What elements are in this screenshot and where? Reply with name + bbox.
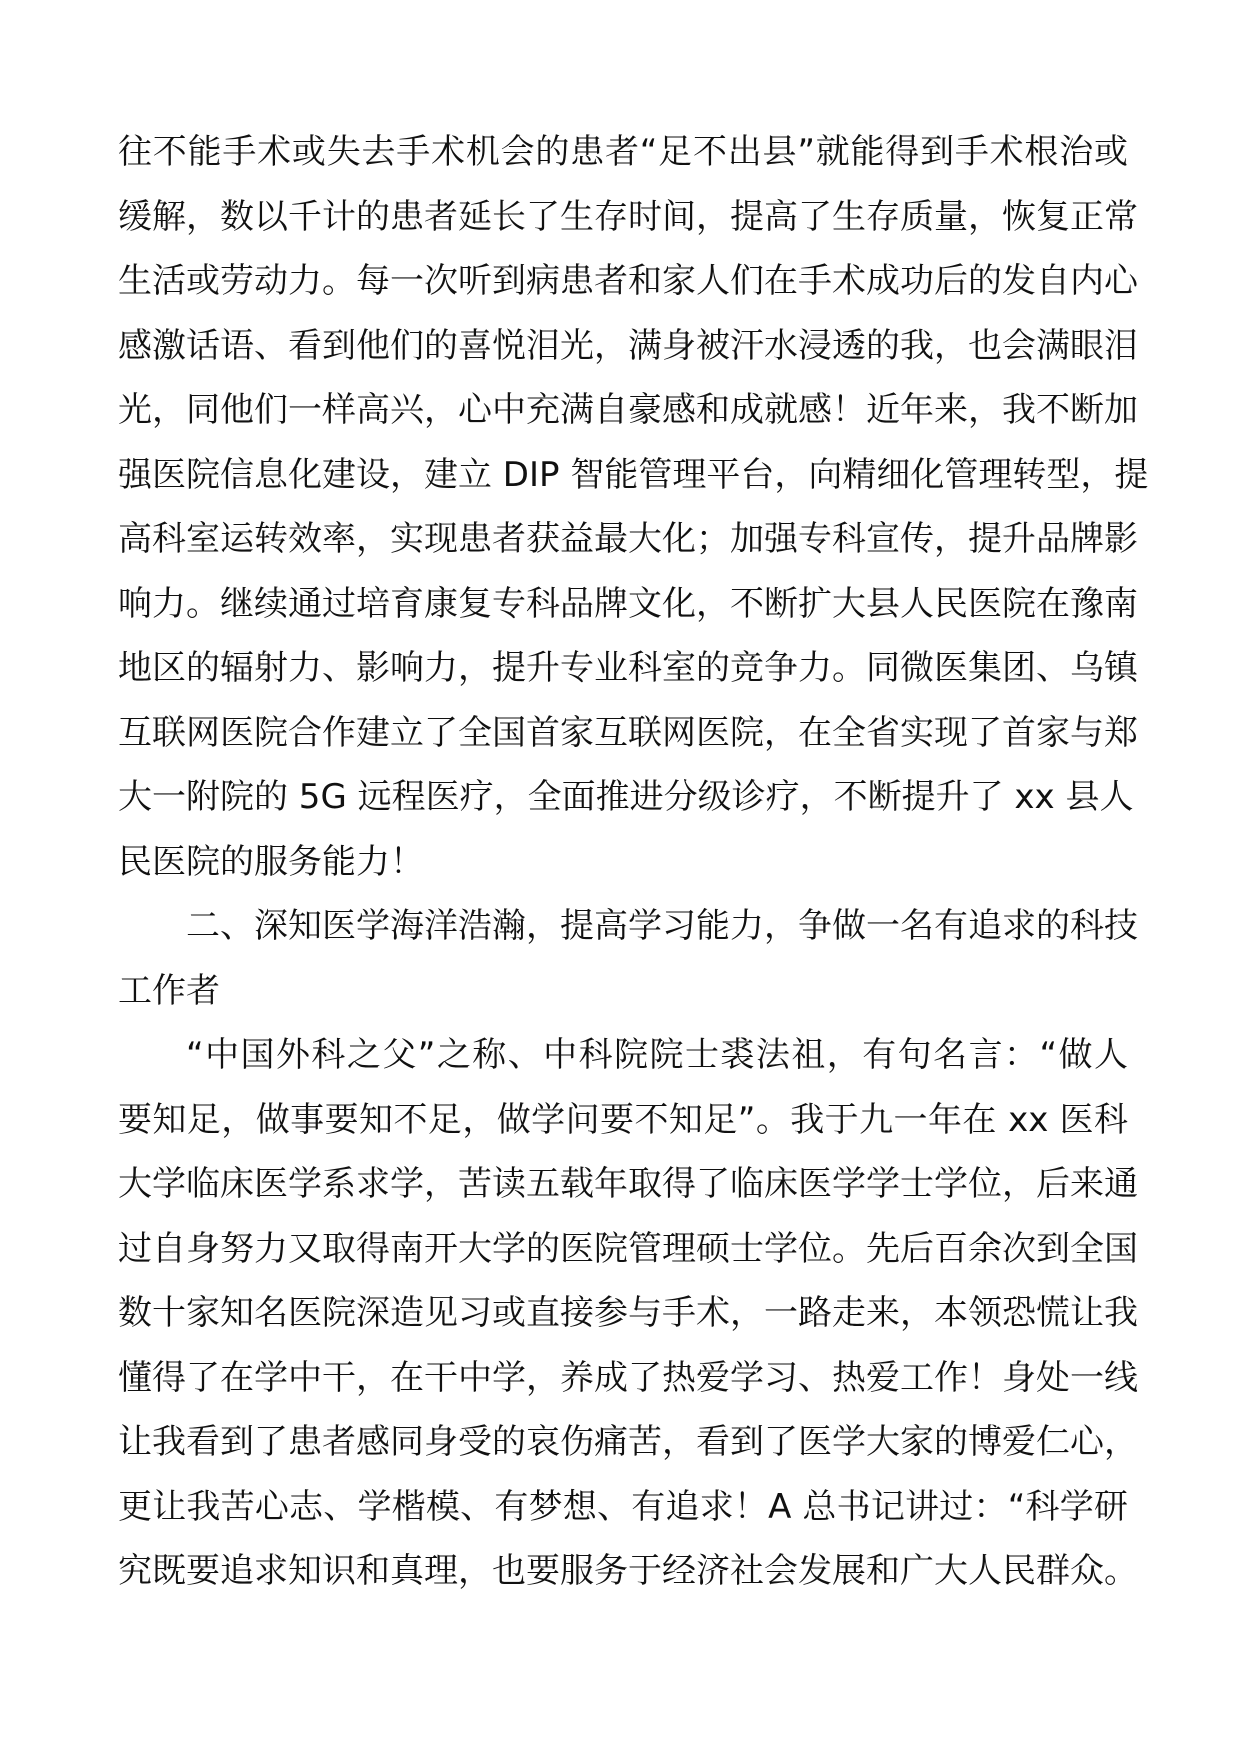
text-line: 感激话语、看到他们的喜悦泪光，满身被汗水浸透的我，也会满眼泪 [118, 325, 1138, 366]
text-line: 更让我苦心志、学楷模、有梦想、有追求！A 总书记讲过：“科学研 [118, 1486, 1128, 1527]
text-line: 光，同他们一样高兴，心中充满自豪感和成就感！近年来，我不断加 [118, 390, 1138, 430]
text-line: 究既要追求知识和真理，也要服务于经济社会发展和广大人民群众。 [118, 1551, 1138, 1591]
body-text [118, 120, 1149, 1604]
text-line: 高科室运转效率，实现患者获益最大化；加强专科宣传，提升品牌影 [118, 519, 1138, 559]
text-line: “中国外科之父”之称、中科院院士裘法祖，有句名言：“做人 [186, 1035, 1128, 1075]
text-line: 强医院信息化建设，建立 DIP 智能管理平台，向精细化管理转型，提 [118, 454, 1149, 495]
text-line: 懂得了在学中干，在干中学，养成了热爱学习、热爱工作！身处一线 [118, 1357, 1138, 1398]
section-heading-line: 工作者 [118, 970, 220, 1011]
text-line: 数十家知名医院深造见习或直接参与手术，一路走来，本领恐慌让我 [118, 1293, 1138, 1333]
text-line: 地区的辐射力、影响力，提升专业科室的竞争力。同微医集团、乌镇 [118, 648, 1138, 688]
text-line: 让我看到了患者感同身受的哀伤痛苦，看到了医学大家的博爱仁心， [118, 1422, 1138, 1462]
text-line: 民医院的服务能力！ [118, 841, 424, 882]
text-line: 缓解，数以千计的患者延长了生存时间，提高了生存质量，恢复正常 [118, 196, 1138, 237]
text-line: 大一附院的 5G 远程医疗，全面推进分级诊疗，不断提升了 xx 县人 [118, 777, 1134, 817]
text-line: 生活或劳动力。每一次听到病患者和家人们在手术成功后的发自内心 [118, 261, 1138, 301]
section-heading-line: 二、深知医学海洋浩瀚，提高学习能力，争做一名有追求的科技 [186, 906, 1138, 946]
text-line: 要知足，做事要知不足，做学问要不知足”。我于九一年在 xx 医科 [118, 1099, 1128, 1140]
text-line: 大学临床医学系求学，苦读五载年取得了临床医学学士学位，后来通 [118, 1164, 1138, 1204]
text-line: 互联网医院合作建立了全国首家互联网医院，在全省实现了首家与郑 [118, 712, 1138, 753]
text-line: 过自身努力又取得南开大学的医院管理硕士学位。先后百余次到全国 [118, 1228, 1138, 1269]
text-line: 响力。继续通过培育康复专科品牌文化，不断扩大县人民医院在豫南 [118, 583, 1138, 624]
text-line: 往不能手术或失去手术机会的患者“足不出县”就能得到手术根治或 [118, 132, 1128, 172]
